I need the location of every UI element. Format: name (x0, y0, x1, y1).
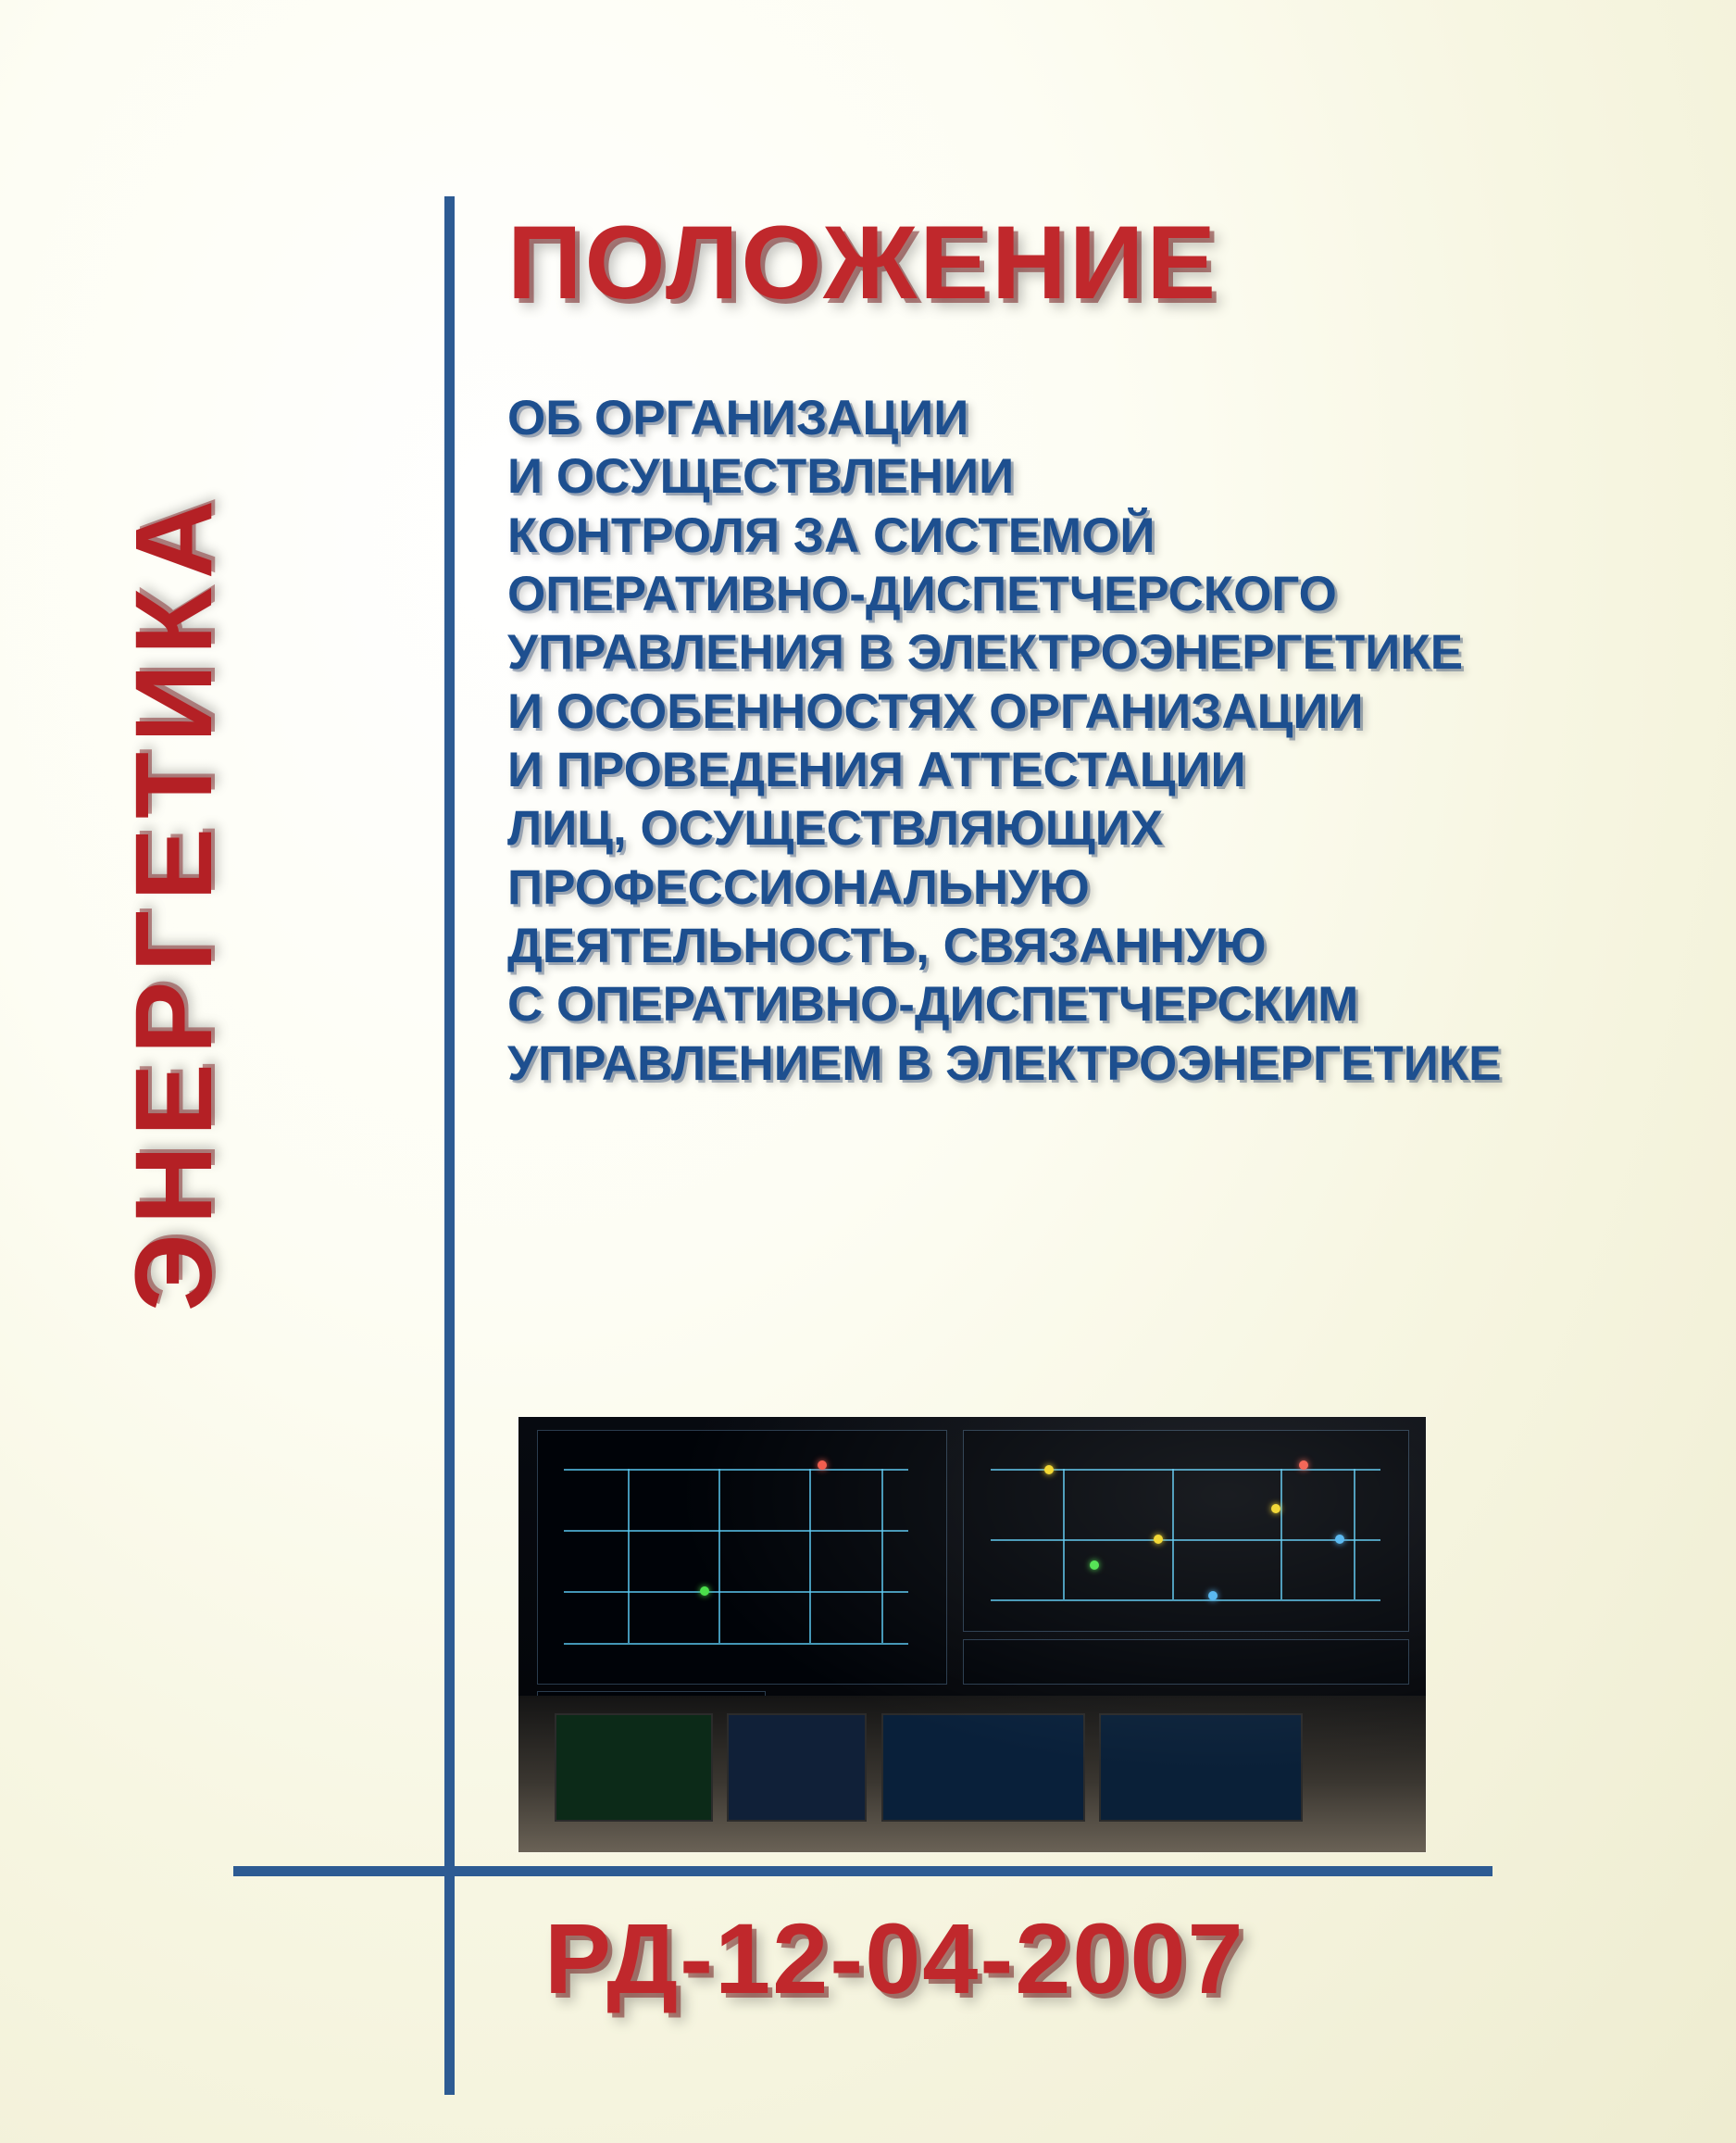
photo-schematic-line (809, 1469, 811, 1643)
subtitle-block (507, 389, 1502, 1093)
photo-monitor (1099, 1713, 1303, 1822)
subtitle-line: УПРАВЛЕНИЕМ В ЭЛЕКТРОЭНЕРГЕТИКЕ (507, 1035, 1502, 1091)
subtitle-line: И ОСОБЕННОСТЯХ ОРГАНИЗАЦИИ (507, 683, 1364, 739)
photo-monitor (555, 1713, 713, 1822)
page-title: ПОЛОЖЕНИЕ (507, 205, 1219, 320)
photo-indicator-dot (1335, 1535, 1344, 1544)
photo-schematic-line (564, 1591, 908, 1593)
photo-indicator-dot (1299, 1460, 1308, 1470)
subtitle-line: И ОСУЩЕСТВЛЕНИИ (507, 449, 1015, 505)
subtitle-line: КОНТРОЛЯ ЗА СИСТЕМОЙ (507, 508, 1155, 563)
photo-schematic-line (991, 1539, 1380, 1541)
photo-schematic-line (1354, 1469, 1355, 1599)
photo-status-strip (963, 1639, 1409, 1685)
photo-schematic-line (628, 1469, 630, 1643)
horizontal-rule (233, 1866, 1492, 1876)
cover-photo-dispatch-control-room (518, 1417, 1426, 1852)
photo-mimic-panel (963, 1430, 1409, 1632)
photo-indicator-dot (1154, 1535, 1163, 1544)
photo-schematic-line (881, 1469, 883, 1643)
subtitle-line: ОБ ОРГАНИЗАЦИИ (507, 391, 969, 445)
subtitle-line: ЛИЦ, ОСУЩЕСТВЛЯЮЩИХ (507, 801, 1164, 857)
subtitle-line: ДЕЯТЕЛЬНОСТЬ, СВЯЗАННУЮ (507, 918, 1267, 973)
subtitle-line: С ОПЕРАТИВНО-ДИСПЕТЧЕРСКИМ (507, 977, 1359, 1033)
photo-schematic-line (564, 1530, 908, 1532)
photo-monitor (727, 1713, 867, 1822)
photo-monitor (881, 1713, 1085, 1822)
photo-schematic-line (564, 1469, 908, 1471)
document-code: РД-12-04-2007 (544, 1902, 1245, 2014)
subtitle-line: ПРОФЕССИОНАЛЬНУЮ (507, 859, 1090, 915)
subtitle-line: УПРАВЛЕНИЯ В ЭЛЕКТРОЭНЕРГЕТИКЕ (507, 625, 1464, 681)
photo-schematic-line (564, 1643, 908, 1645)
photo-indicator-dot (1208, 1591, 1218, 1600)
photo-schematic-line (991, 1599, 1380, 1601)
photo-schematic-line (718, 1469, 720, 1643)
photo-schematic-line (1063, 1469, 1065, 1599)
series-label: ЭНЕРГЕТИКА (113, 490, 235, 1312)
subtitle-line: И ПРОВЕДЕНИЯ АТТЕСТАЦИИ (507, 742, 1246, 797)
photo-mimic-panel (537, 1430, 947, 1685)
photo-schematic-line (1172, 1469, 1174, 1599)
subtitle-line: ОПЕРАТИВНО-ДИСПЕТЧЕРСКОГО (507, 566, 1337, 621)
photo-schematic-line (1280, 1469, 1282, 1599)
vertical-rule (444, 196, 455, 2095)
